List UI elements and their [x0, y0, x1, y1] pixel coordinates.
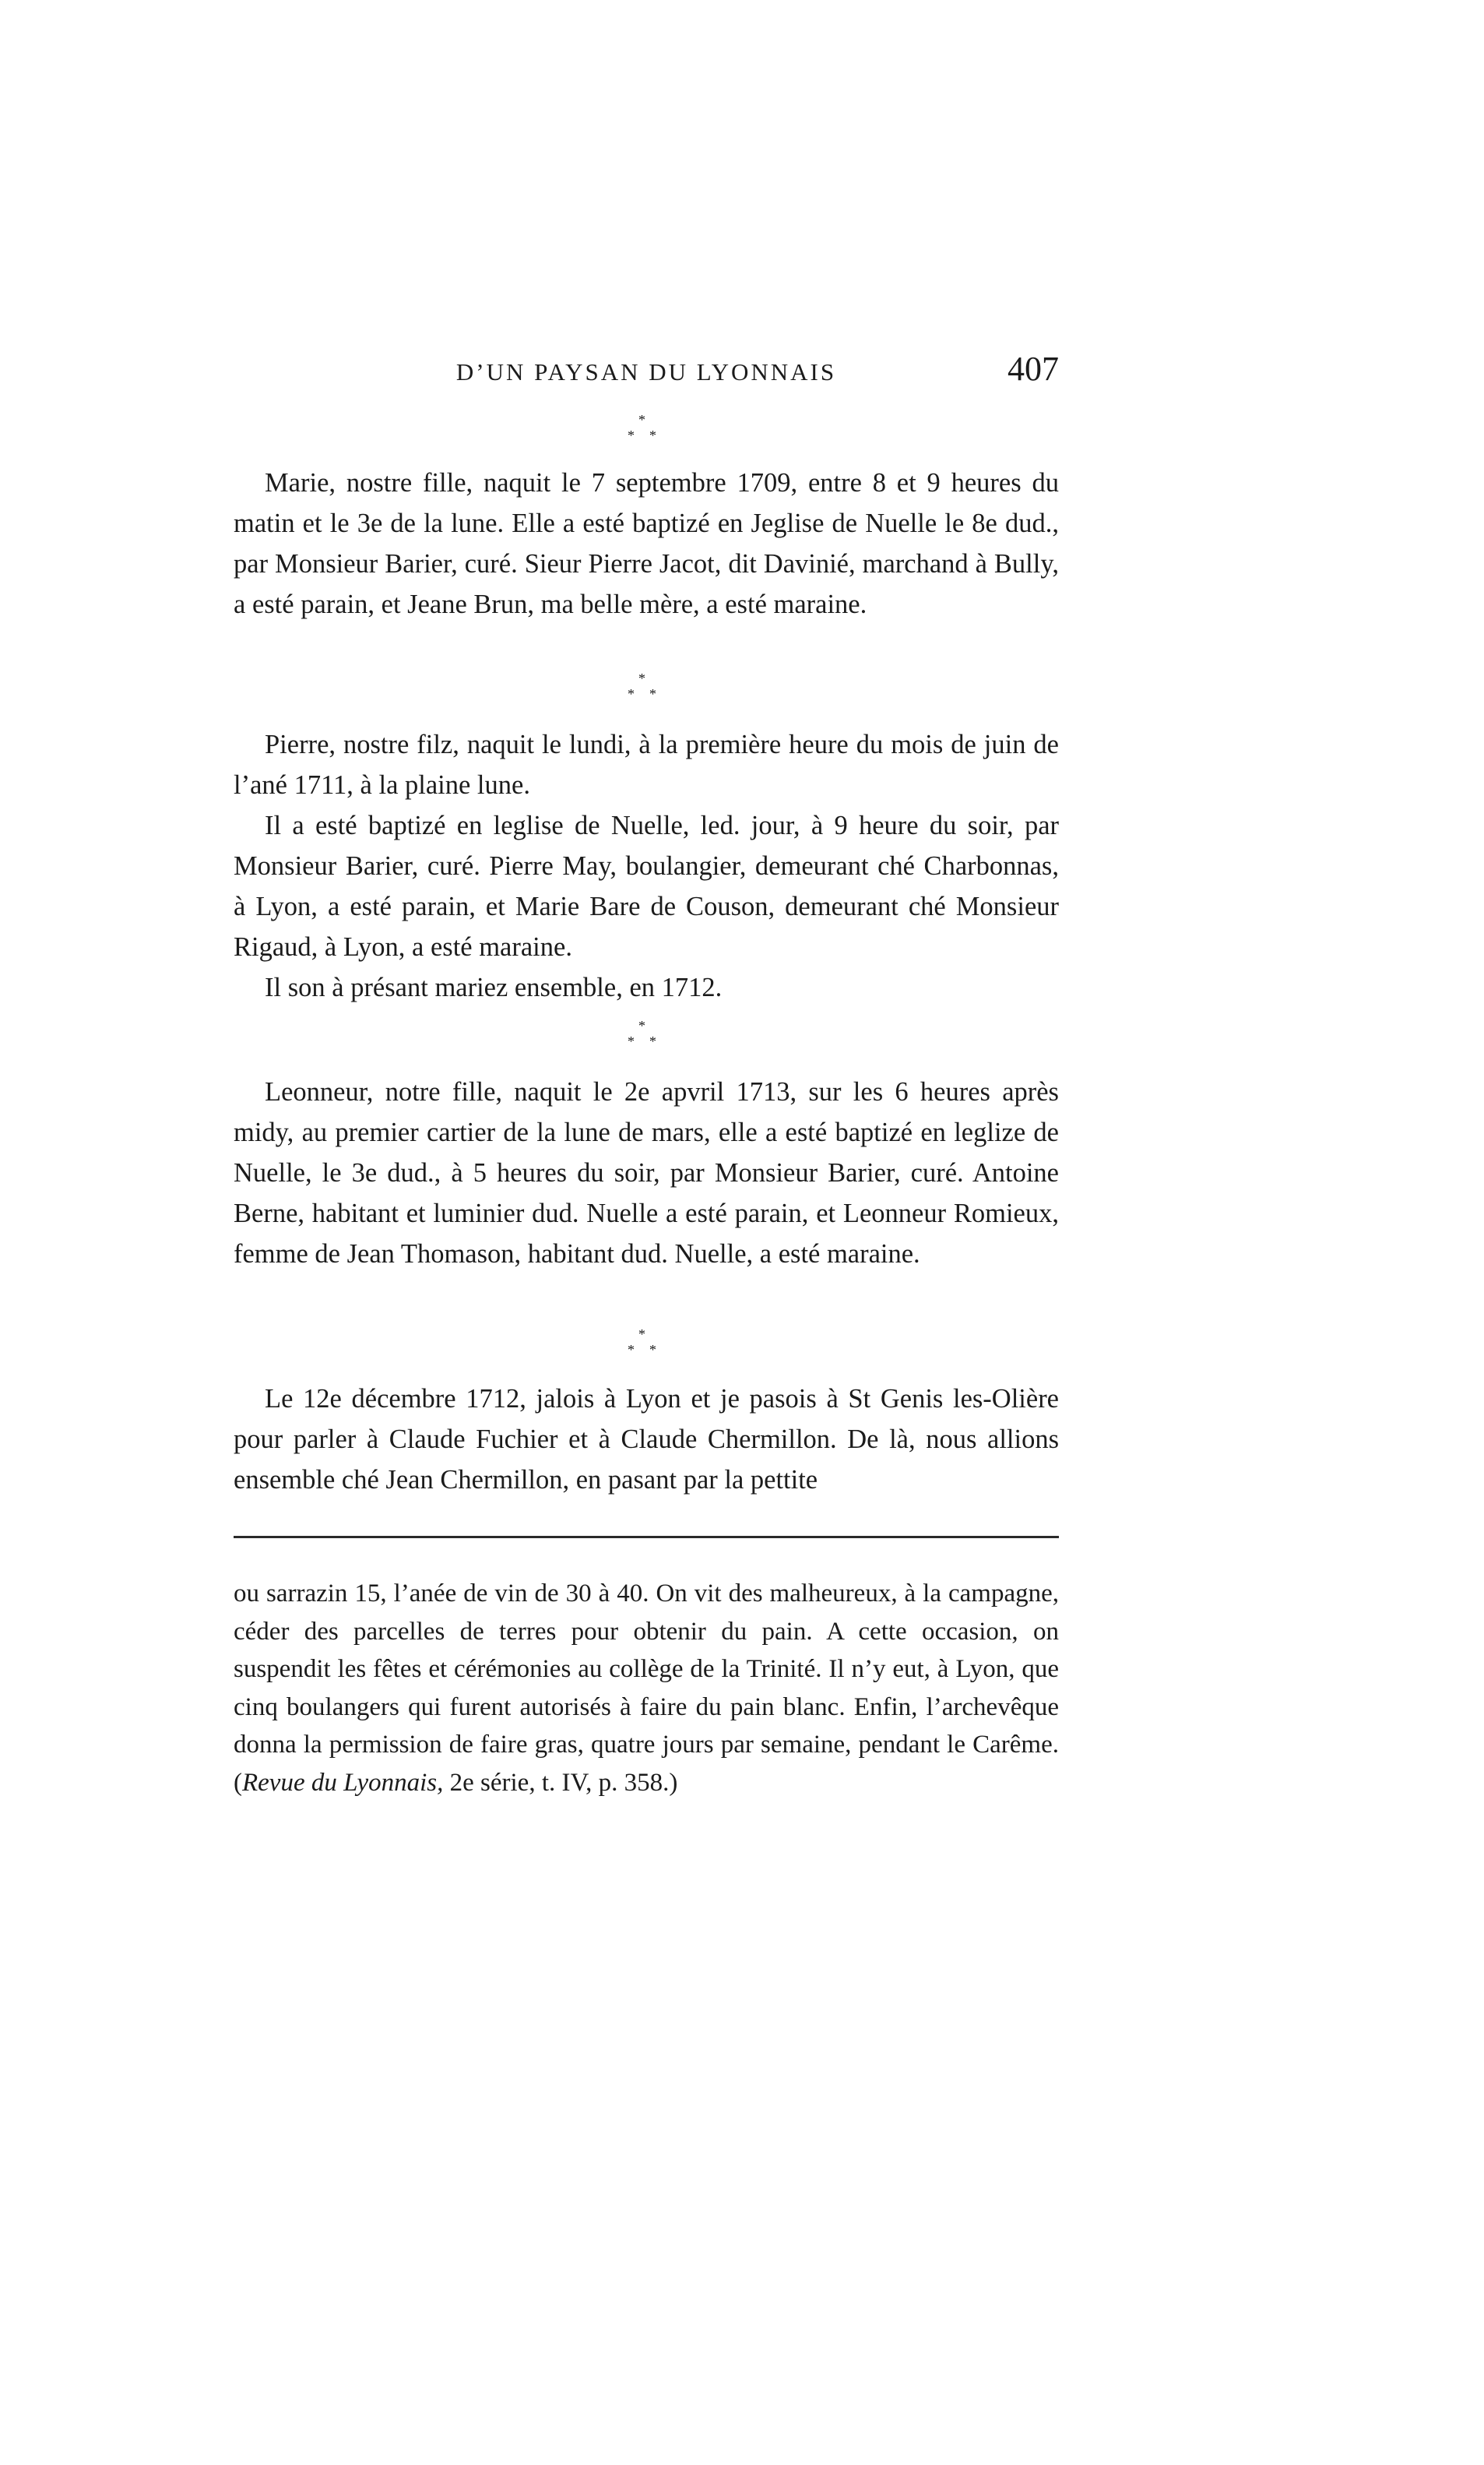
asterism-star: * — [628, 1342, 635, 1358]
footnote — [234, 1575, 1059, 1801]
entry-pierre-baptism: Il a esté baptizé en leglise de Nuelle, led. jour, à 9 heure du soir, par Monsieur Barier, curé. Pierre May, boulangier, demeurant ché Charbonnas, à Lyon, a esté parain, et Marie Bare de Couson, demeurant ché Monsieur Rigaud, à Lyon, a esté maraine. — [234, 811, 1059, 962]
page-number: 407 — [1008, 350, 1059, 388]
running-head — [234, 349, 1059, 396]
section-asterism-3 — [592, 1019, 701, 1053]
entry-marie-birth: Marie, nostre fille, naquit le 7 septembre 1709, entre 8 et 9 heures du matin et le 3e de la lune. Elle a esté baptizé en Jeglise de Nuelle le 8e dud., par Monsieur Barier, curé. Sieur Pierre Jacot, dit Davinié, marchand à Bully, a esté parain, et Jeane Brun, ma belle mère, a esté maraine. — [234, 468, 1059, 619]
footnote-rule — [234, 1536, 1059, 1538]
asterism-star: * — [638, 671, 645, 686]
asterism-star: * — [649, 1034, 656, 1049]
footnote-source-details: 2e série, t. IV, p. 358.) — [443, 1768, 678, 1797]
asterism-star: * — [638, 412, 645, 428]
asterism-star: * — [649, 428, 656, 443]
footnote-source-title: Revue du Lyonnais, — [242, 1768, 444, 1797]
entry-pierre-birth: Pierre, nostre filz, naquit le lundi, à la première heure du mois de juin de l’ané 1711, à la plaine lune. — [234, 730, 1059, 800]
asterism-star: * — [649, 686, 656, 702]
asterism-star: * — [638, 1326, 645, 1342]
asterism-star: * — [649, 1342, 656, 1358]
entry-leonneur-birth: Leonneur, notre fille, naquit le 2e apvril 1713, sur les 6 heures après midy, au premier cartier de la lune de mars, elle a esté baptizé en leglize de Nuelle, le 3e dud., à 5 heures du soir, par Monsieur Barier, curé. Antoine Berne, habitant et luminier dud. Nuelle a esté parain, et Leonneur Romieux, femme de Jean Thomason, habitant dud. Nuelle, a esté maraine. — [234, 1077, 1059, 1269]
asterism-star: * — [628, 1034, 635, 1049]
running-title: D’UN PAYSAN DU LYONNAIS — [455, 358, 837, 386]
asterism-star: * — [628, 428, 635, 443]
asterism-star: * — [638, 1018, 645, 1034]
section-asterism-2 — [592, 671, 701, 706]
section-asterism-1 — [592, 413, 701, 447]
entry-marriage-note: Il son à présant mariez ensemble, en 1712. — [265, 973, 723, 1002]
entry-lyon-journey: Le 12e décembre 1712, jalois à Lyon et je pasois à St Genis les-Olière pour parler à Claude Fuchier et à Claude Chermillon. De là, nous allions ensemble ché Jean Chermillon, en pasant par la pettite — [234, 1384, 1059, 1495]
footnote-text: ou sarrazin 15, l’anée de vin de 30 à 40. On vit des malheureux, à la campagne, céder des parcelles de terres pour obtenir du pain. A cette occasion, on suspendit les fêtes et cérémonies au collège de la Trinité. Il n’y eut, à Lyon, que cinq boulangers qui furent autorisés à faire du pain blanc. Enfin, l’archevêque donna la permission de faire gras, quatre jours par semaine, pendant le Carême. ( — [234, 1579, 1059, 1797]
section-asterism-4 — [592, 1327, 701, 1361]
asterism-star: * — [628, 686, 635, 702]
